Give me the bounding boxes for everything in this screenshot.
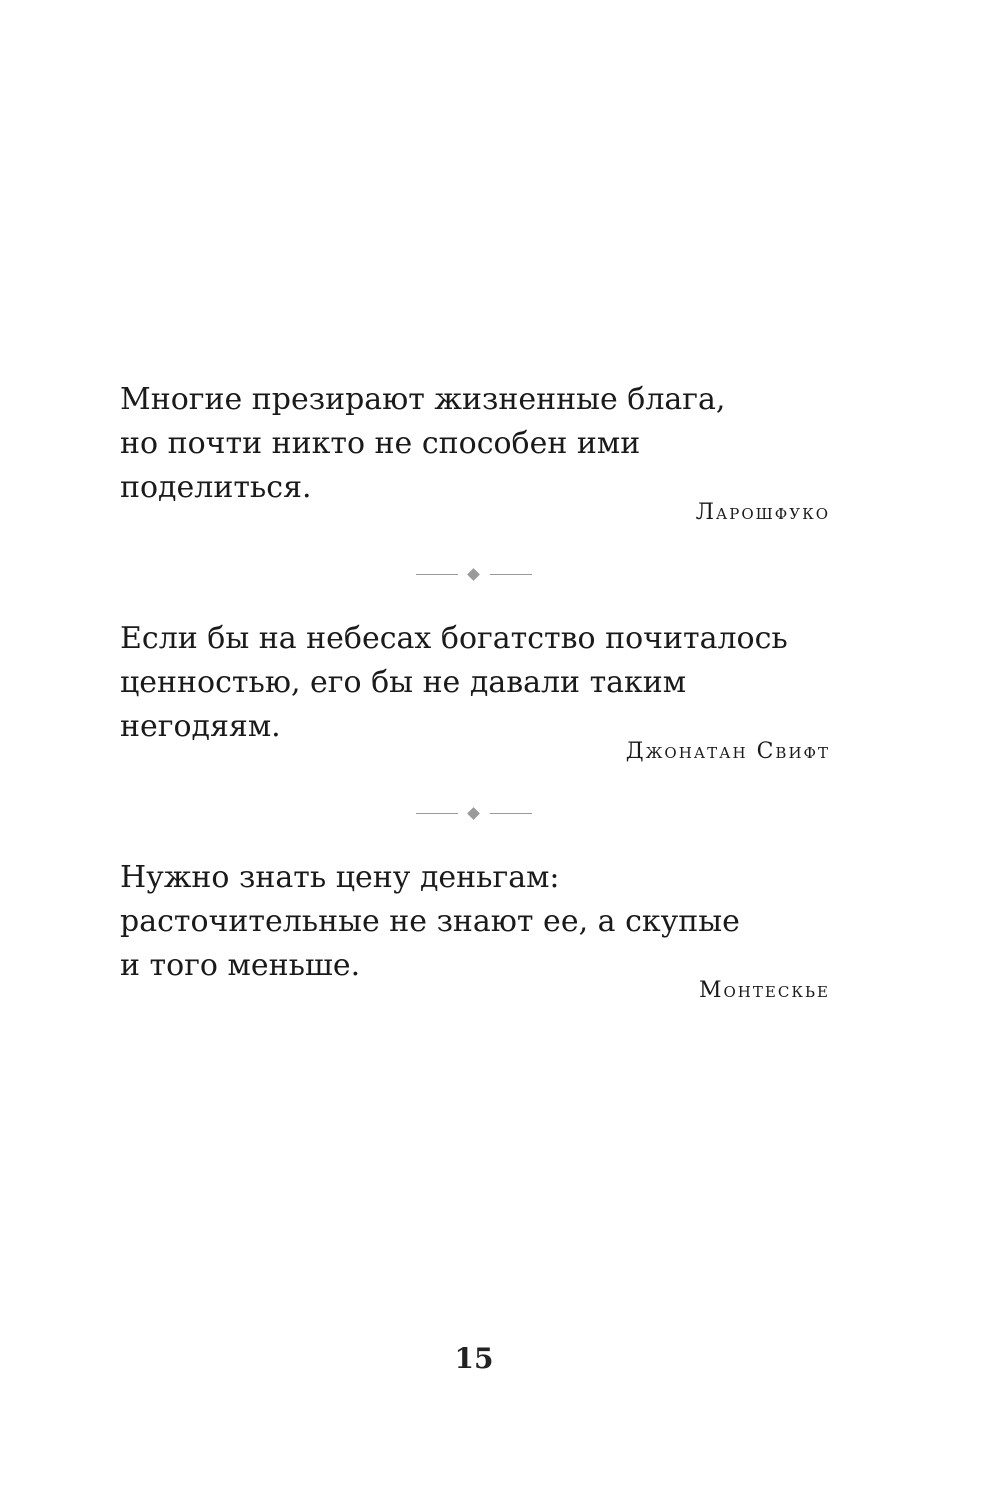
quote-1-line-2: но почти никто не способен ими <box>120 426 641 461</box>
quote-3-author: Монтескье <box>698 978 830 1003</box>
quote-block-3 <box>120 856 840 988</box>
page-number: 15 <box>454 1342 494 1375</box>
separator-ornament-1 <box>416 569 532 581</box>
quote-3-line-3: и того меньше. <box>120 948 361 983</box>
separator-ornament-2 <box>416 808 532 820</box>
quote-text-2 <box>120 617 840 749</box>
quote-text-1 <box>120 378 840 510</box>
quote-2-line-3: негодяям. <box>120 709 281 744</box>
separator-rule <box>490 574 532 575</box>
diamond-icon <box>467 807 480 820</box>
quote-text-3 <box>120 856 840 988</box>
quote-2-line-1: Если бы на небесах богатство почиталось <box>120 621 788 656</box>
separator-rule <box>416 813 458 814</box>
quote-block-1 <box>120 378 840 510</box>
quote-2-author: Джонатан Свифт <box>625 739 830 764</box>
quote-2-line-2: ценностью, его бы не давали таким <box>120 665 687 700</box>
separator-rule <box>490 813 532 814</box>
quote-1-line-3: поделиться. <box>120 470 312 505</box>
diamond-icon <box>467 568 480 581</box>
quote-3-line-1: Нужно знать цену деньгам: <box>120 860 560 895</box>
quote-3-line-2: расточительные не знают ее, а скупые <box>120 904 740 939</box>
separator-rule <box>416 574 458 575</box>
quote-1-line-1: Многие презирают жизненные блага, <box>120 382 726 417</box>
quote-block-2 <box>120 617 840 749</box>
quote-1-author: Ларошфуко <box>695 500 830 525</box>
